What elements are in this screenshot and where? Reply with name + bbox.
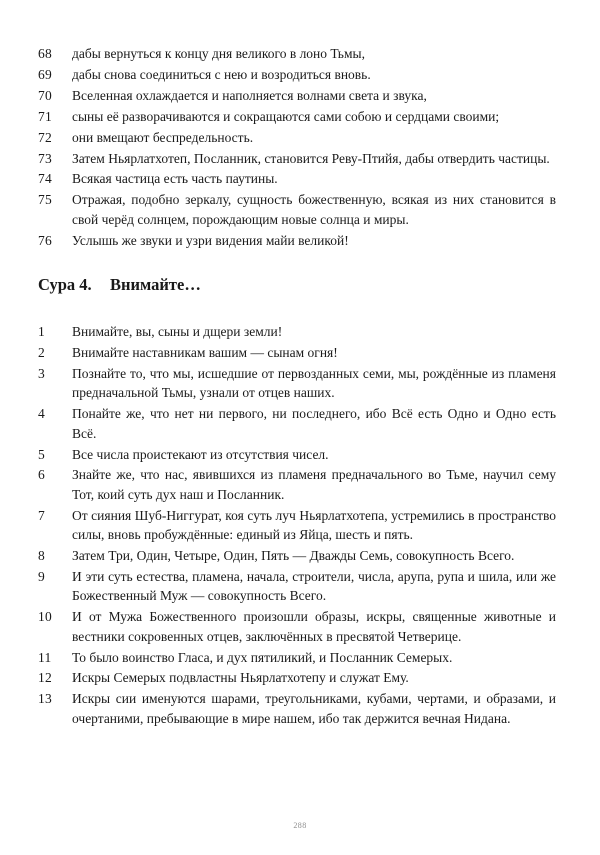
sura-label: Сура 4. [38,275,92,295]
verse-number: 73 [38,150,52,166]
verse-number: 2 [38,344,45,360]
verse-number: 68 [38,46,52,61]
verse-number: 72 [38,129,52,145]
sura-heading [38,274,556,296]
verse-text: сыны её разворачиваются и сокращаются сами собою и сердцами своими; [72,108,500,124]
verse-number: 11 [38,649,52,665]
verse-text: И от Мужа Божественного произошли образы, искры, священные животные и вестники сокровенных отцев, заключённых в пресвятой Четверице. [72,609,556,644]
verse-text: Искры Семерых подвластны Ньярлатхотепу и служат Ему. [72,670,409,686]
verse-text: они вмещают беспредельность. [72,129,254,145]
verse-row [38,648,556,667]
verse-number: 3 [38,365,45,381]
verse-row [38,445,556,464]
verse-number: 76 [38,232,52,248]
verse-row [38,107,556,126]
verse-row [38,44,556,63]
verse-row [38,689,556,728]
verse-text: И эти суть естества, пламена, начала, строители, числа, арупа, рупа и шила, или же Божественный Муж — совокупность Всего. [72,568,556,604]
verse-row [38,343,556,362]
verse-number: 74 [38,171,52,187]
verse-text: дабы снова соединиться с нею и возродиться вновь. [72,66,371,82]
verse-number: 10 [38,609,52,625]
verse-text: Затем Три, Один, Четыре, Один, Пять — Дважды Семь, совокупность Всего. [72,548,515,564]
page-number: 288 [293,821,307,830]
verse-number: 13 [38,691,52,707]
sura-title: Внимайте… [110,275,201,295]
verse-row [38,149,556,168]
verse-row [38,607,556,646]
verse-number: 4 [38,406,45,422]
verse-text: Вселенная охлаждается и наполняется волнами света и звука, [72,87,427,103]
verse-text: Всякая частица есть часть паутины. [72,171,278,187]
page-content [38,44,556,730]
verse-text: Затем Ньярлатхотеп, Посланник, становится Реву-Птийя, дабы отвердить частицы. [72,150,550,166]
verse-number: 6 [38,467,45,483]
verse-row [38,404,556,443]
verse-row [38,364,556,403]
verse-number: 71 [38,108,52,124]
verse-row [38,190,556,229]
verse-text: Отражая, подобно зеркалу, сущность божественную, всякая из них становится в свой черёд солнцем, порождающим новые солнца и миры. [72,192,556,227]
verse-number: 5 [38,446,45,462]
verse-row [38,567,556,606]
verse-row [38,322,556,341]
verse-row [38,506,556,545]
verse-number: 69 [38,66,52,82]
verse-text: То было воинство Гласа, и дух пятиликий, и Посланник Семерых. [72,649,453,665]
verse-number: 75 [38,192,52,208]
verse-number: 9 [38,568,45,584]
verse-text: Внимайте наставникам вашим — сынам огня! [72,344,338,360]
verse-text: От сияния Шуб-Ниггурат, коя суть луч Ньярлатхотепа, устремились в пространство силы, вновь пробуждённые: единый из Яйца, шесть и пять. [72,507,556,543]
verse-row [38,668,556,687]
verse-text: Познайте то, что мы, исшедшие от первозданных семи, мы, рождённые из пламеня предначальной Тьмы, узнали от отцев наших. [72,365,556,401]
verse-text: Искры сии именуются шарами, треугольниками, кубами, чертами, и образами, и очертаними, пребывающие в мире нашем, ибо так держится вечная Нидана. [72,691,556,726]
verse-text: Внимайте, вы, сыны и дщери земли! [72,324,283,340]
verse-row [38,128,556,147]
verse-block-sura-3-continued [38,44,556,250]
verse-row [38,465,556,504]
verse-row [38,86,556,105]
verse-row [38,231,556,250]
verse-text: Знайте же, что нас, явившихся из пламеня предначального во Тьме, научил сему Тот, коий суть дух наш и Посланник. [72,467,556,502]
verse-number: 7 [38,507,45,523]
verse-text: Услышь же звуки и узри видения майи великой! [72,232,349,248]
verse-row [38,546,556,565]
verse-row [38,169,556,188]
verse-text: дабы вернуться к концу дня великого в лоно Тьмы, [72,46,365,61]
verse-number: 70 [38,87,52,103]
verse-text: Понайте же, что нет ни первого, ни последнего, ибо Всё есть Одно и Одно есть Всё. [72,406,556,441]
verse-text: Все числа проистекают из отсутствия чисел. [72,446,329,462]
verse-block-sura-4 [38,322,556,728]
verse-number: 1 [38,324,45,340]
verse-row [38,65,556,84]
verse-number: 12 [38,670,52,686]
verse-number: 8 [38,548,45,564]
